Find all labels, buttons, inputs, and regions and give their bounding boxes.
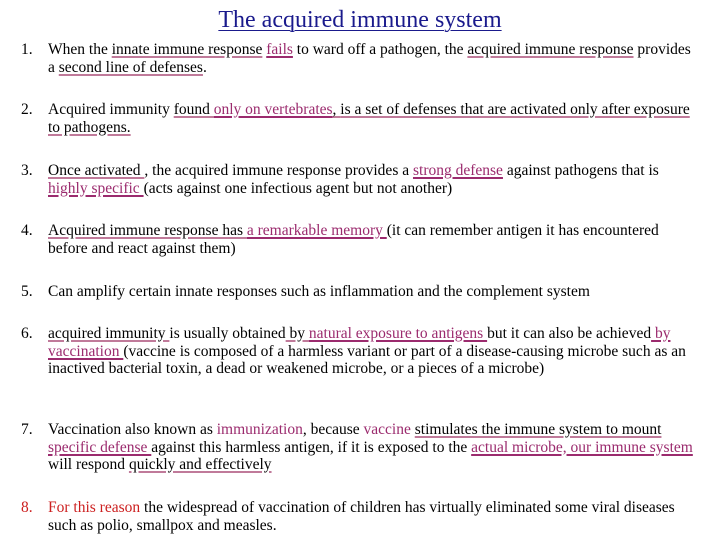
text-run: is usually obtained <box>169 325 286 342</box>
highlighted-term: fails <box>266 41 293 58</box>
list-item-5 <box>21 283 701 301</box>
item-text <box>48 41 701 76</box>
underlined-text: acquired immunity <box>48 325 170 342</box>
text-run: but it can also be achieved <box>487 325 652 342</box>
text-run: (vaccine is composed of a harmless variant or part of a disease-causing microbe such as an inactived bacterial toxin, a dead or weakened microbe, or a pieces of a microbe) <box>48 342 686 377</box>
highlighted-term: specific defense <box>48 438 152 456</box>
underlined-text: Once activated <box>48 162 145 179</box>
underlined-text: acquired immune response <box>467 41 634 58</box>
list-item-4 <box>21 222 701 257</box>
underlined-text: found <box>173 101 214 118</box>
highlighted-term: actual microbe, our immune system <box>471 438 693 456</box>
list-item-8 <box>21 499 701 534</box>
text-run: to ward off a pathogen, the <box>292 41 468 58</box>
underlined-text: innate immune response <box>111 41 263 58</box>
item-text <box>48 283 701 301</box>
text-run: against pathogens that is <box>502 162 659 179</box>
text-run: , the acquired immune response provides a <box>144 162 413 179</box>
text-run: Can amplify certain innate responses such as inflammation and the complement system <box>48 283 590 300</box>
text-run: provides a <box>48 41 691 76</box>
highlighted-term: by vaccination <box>48 325 671 360</box>
item-text <box>48 499 701 534</box>
item-text <box>48 325 701 378</box>
text-run: Acquired immunity <box>48 101 174 118</box>
item-number: 3. <box>21 162 33 179</box>
highlighted-term: vaccine <box>363 421 411 438</box>
item-number: 6. <box>21 325 33 342</box>
text-run: , because <box>302 421 364 438</box>
underlined-text: stimulates the immune system to mount <box>414 421 662 438</box>
text-run: the widespread of vaccination of children has virtually eliminated some viral diseases such as polio, smallpox and measles. <box>48 499 675 534</box>
item-text <box>48 421 701 474</box>
highlighted-term: strong defense <box>412 162 503 179</box>
item-number: 4. <box>21 222 33 239</box>
item-text <box>48 101 701 136</box>
item-number: 1. <box>21 41 33 58</box>
text-run: (it can remember antigen it has encountered before and react against them) <box>48 222 659 257</box>
underlined-text: is a set of defenses that are activated only after exposure to pathogens. <box>48 101 690 136</box>
highlighted-term: immunization <box>216 421 303 438</box>
item-number: 2. <box>21 101 33 118</box>
item-text <box>48 222 701 257</box>
text-run: against this harmless antigen, if it is exposed to the <box>151 438 472 456</box>
slide-title: The acquired immune system <box>218 7 502 33</box>
highlighted-term: a remarkable memory <box>246 222 387 239</box>
list-item-6 <box>21 325 701 378</box>
highlighted-term: only on vertebrates <box>213 101 333 118</box>
text-run: will respond <box>48 456 129 473</box>
underlined-text: Acquired immune response has <box>48 222 247 239</box>
underlined-text: by <box>285 325 309 342</box>
underlined-text: quickly and effectively <box>128 456 272 473</box>
item-number: 8. <box>21 499 33 516</box>
text-run: (acts against one infectious agent but not another) <box>143 179 453 197</box>
list-item-2 <box>21 101 701 136</box>
highlighted-term: natural exposure to antigens <box>308 325 488 342</box>
underlined-text: second line of defenses <box>58 58 203 76</box>
list-item-3 <box>21 162 701 197</box>
item-number: 5. <box>21 283 33 300</box>
text-run: Vaccination also known as <box>48 421 217 438</box>
text-run: . <box>202 58 207 76</box>
text-run: When the <box>48 41 112 58</box>
highlighted-term: highly specific <box>48 179 144 197</box>
underlined-text: , <box>332 101 341 118</box>
list-item-7 <box>21 421 701 474</box>
list-item-1 <box>21 41 701 76</box>
item-number: 7. <box>21 421 33 438</box>
highlighted-term: For this reason <box>48 499 141 516</box>
item-text <box>48 162 701 197</box>
